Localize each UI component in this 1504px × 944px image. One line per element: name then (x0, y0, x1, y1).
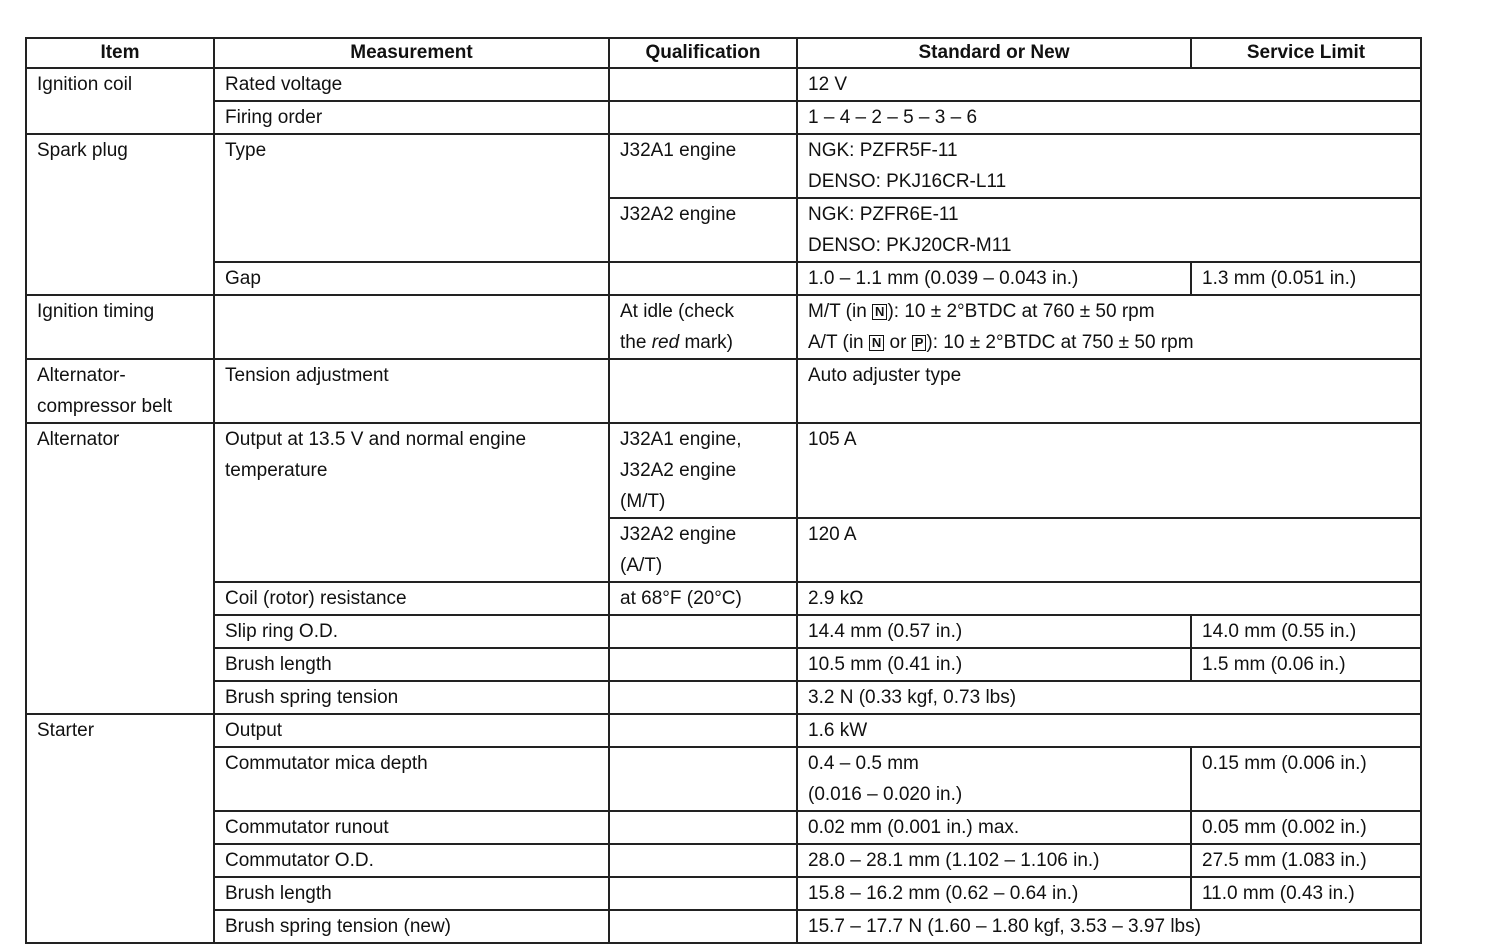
measurement-cell: Output (214, 714, 609, 747)
service-limit-cell: 1.3 mm (0.051 in.) (1191, 262, 1421, 295)
header-service-limit: Service Limit (1191, 38, 1421, 68)
header-standard: Standard or New (797, 38, 1191, 68)
measurement-cell: Commutator runout (214, 811, 609, 844)
qualification-cell (609, 615, 797, 648)
qualification-cell (609, 101, 797, 134)
measurement-cell: Rated voltage (214, 68, 609, 101)
standard-cell: 1.6 kW (797, 714, 1421, 747)
neutral-symbol: N (869, 335, 884, 351)
qualification-cell (609, 262, 797, 295)
table-row (26, 877, 1421, 910)
standard-cell: 0.4 – 0.5 mm (0.016 – 0.020 in.) (797, 747, 1191, 811)
item-belt: Alternator- compressor belt (26, 359, 214, 423)
measurement-cell: Commutator mica depth (214, 747, 609, 811)
qualification-cell (609, 877, 797, 910)
standard-cell (797, 198, 1421, 262)
denso-part: DENSO: PKJ20CR-M11 (808, 235, 1012, 256)
standard-cell: 1 – 4 – 2 – 5 – 3 – 6 (797, 101, 1421, 134)
qualification-cell (609, 714, 797, 747)
qualification-cell (609, 681, 797, 714)
table-row (26, 811, 1421, 844)
ngk-part: NGK: PZFR5F-11 (808, 140, 958, 161)
service-limit-cell: 0.15 mm (0.006 in.) (1191, 747, 1421, 811)
item-spark-plug: Spark plug (26, 134, 214, 295)
denso-part: DENSO: PKJ16CR-L11 (808, 171, 1007, 192)
qualification-cell (609, 910, 797, 943)
standard-cell: 105 A (797, 423, 1421, 518)
ngk-part: NGK: PZFR6E-11 (808, 204, 959, 225)
standard-cell: 0.02 mm (0.001 in.) max. (797, 811, 1191, 844)
standard-cell: 120 A (797, 518, 1421, 582)
standard-cell: 28.0 – 28.1 mm (1.102 – 1.106 in.) (797, 844, 1191, 877)
measurement-cell (214, 295, 609, 359)
qualification-cell: at 68°F (20°C) (609, 582, 797, 615)
measurement-cell: Coil (rotor) resistance (214, 582, 609, 615)
table-row (26, 615, 1421, 648)
measurement-cell: Tension adjustment (214, 359, 609, 423)
header-item: Item (26, 38, 214, 68)
qualification-cell (609, 295, 797, 359)
service-limit-cell: 11.0 mm (0.43 in.) (1191, 877, 1421, 910)
measurement-cell: Brush spring tension (214, 681, 609, 714)
standard-cell (797, 295, 1421, 359)
measurement-cell: Output at 13.5 V and normal engine temperature (214, 423, 609, 582)
standard-cell: 2.9 kΩ (797, 582, 1421, 615)
standard-cell: 15.8 – 16.2 mm (0.62 – 0.64 in.) (797, 877, 1191, 910)
qualification-cell (609, 747, 797, 811)
item-alternator: Alternator (26, 423, 214, 714)
table-row (26, 359, 1421, 423)
spec-table (25, 37, 1422, 944)
measurement-cell: Firing order (214, 101, 609, 134)
service-limit-cell: 0.05 mm (0.002 in.) (1191, 811, 1421, 844)
measurement-cell: Commutator O.D. (214, 844, 609, 877)
table-row (26, 681, 1421, 714)
table-row (26, 910, 1421, 943)
header-qualification: Qualification (609, 38, 797, 68)
table-row (26, 262, 1421, 295)
qualification-cell (609, 844, 797, 877)
table-row (26, 68, 1421, 101)
measurement-cell: Brush length (214, 877, 609, 910)
measurement-cell: Brush spring tension (new) (214, 910, 609, 943)
standard-cell: 10.5 mm (0.41 in.) (797, 648, 1191, 681)
qualification-cell: J32A1 engine (609, 134, 797, 198)
item-starter: Starter (26, 714, 214, 943)
qualification-cell (609, 648, 797, 681)
header-measurement: Measurement (214, 38, 609, 68)
header-row (26, 38, 1421, 68)
measurement-cell: Brush length (214, 648, 609, 681)
red-mark-text: red (651, 332, 680, 353)
qualification-line: At idle (check (620, 301, 735, 322)
table-row (26, 747, 1421, 811)
standard-cell: Auto adjuster type (797, 359, 1421, 423)
standard-cell: 12 V (797, 68, 1421, 101)
qualification-line: the red mark) (620, 332, 733, 353)
qualification-cell: J32A2 engine (609, 198, 797, 262)
standard-cell: 1.0 – 1.1 mm (0.039 – 0.043 in.) (797, 262, 1191, 295)
table-row (26, 295, 1421, 359)
neutral-symbol: N (872, 304, 887, 320)
measurement-cell: Gap (214, 262, 609, 295)
standard-cell (797, 134, 1421, 198)
table-row (26, 101, 1421, 134)
standard-cell: 15.7 – 17.7 N (1.60 – 1.80 kgf, 3.53 – 3.97 lbs) (797, 910, 1421, 943)
service-limit-cell: 14.0 mm (0.55 in.) (1191, 615, 1421, 648)
table-row (26, 714, 1421, 747)
standard-cell: 3.2 N (0.33 kgf, 0.73 lbs) (797, 681, 1421, 714)
mt-timing: M/T (in N ): 10 ± 2°BTDC at 760 ± 50 rpm (808, 301, 1155, 322)
qualification-cell (609, 68, 797, 101)
qualification-cell (609, 811, 797, 844)
table-row (26, 844, 1421, 877)
measurement-cell: Slip ring O.D. (214, 615, 609, 648)
at-timing: A/T (in N or P ): 10 ± 2°BTDC at 750 ± 50 rpm (808, 332, 1194, 353)
table-row (26, 582, 1421, 615)
park-symbol: P (912, 335, 927, 351)
item-ignition-coil: Ignition coil (26, 68, 214, 134)
table-row (26, 134, 1421, 198)
service-limit-cell: 27.5 mm (1.083 in.) (1191, 844, 1421, 877)
qualification-cell: J32A1 engine, J32A2 engine (M/T) (609, 423, 797, 518)
qualification-cell: J32A2 engine (A/T) (609, 518, 797, 582)
standard-cell: 14.4 mm (0.57 in.) (797, 615, 1191, 648)
qualification-cell (609, 359, 797, 423)
table-row (26, 423, 1421, 518)
table-row (26, 648, 1421, 681)
item-ignition-timing: Ignition timing (26, 295, 214, 359)
service-limit-cell: 1.5 mm (0.06 in.) (1191, 648, 1421, 681)
measurement-cell: Type (214, 134, 609, 262)
